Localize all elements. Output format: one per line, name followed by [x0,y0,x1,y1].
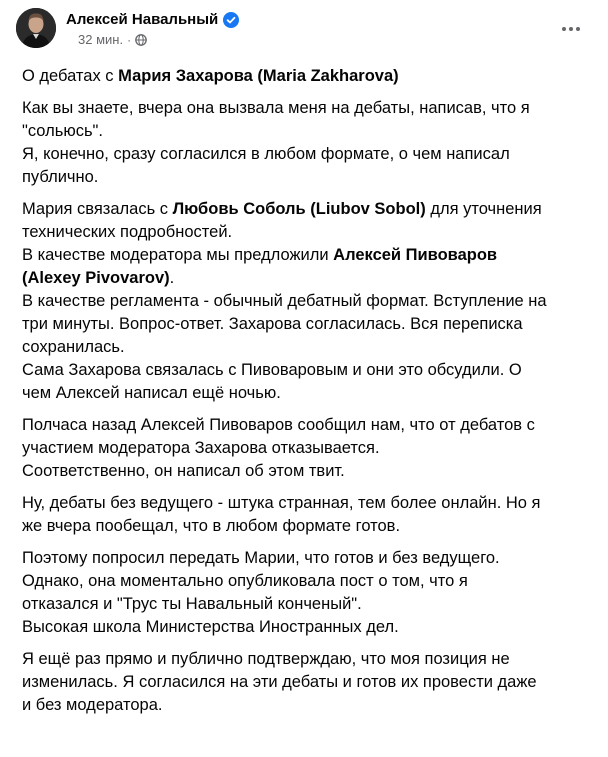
text-line [22,198,592,221]
text-segment: для уточнения [425,200,542,218]
post-paragraph [22,65,592,88]
text-line [22,166,592,189]
post-header [16,8,600,54]
profile-mention-link[interactable]: (Alexey Pivovarov) [22,269,170,287]
text-segment: же вчера пообещал, что в любом формате готов. [22,517,401,535]
post-paragraph [22,648,592,717]
text-line [22,570,592,593]
text-segment: . [169,269,175,287]
text-line [22,65,592,88]
meta-separator: · [127,32,132,47]
globe-icon[interactable] [135,34,147,46]
text-segment: три минуты. Вопрос-ответ. Захарова согласилась. Вся переписка [22,315,523,333]
text-segment: В качестве регламента - обычный дебатный формат. Вступление на [22,292,547,310]
author-line [66,11,239,28]
text-line [22,336,592,359]
text-line [22,120,592,143]
text-line [22,492,592,515]
avatar[interactable] [16,8,56,48]
text-segment: Соответственно, он написал об этом твит. [22,462,345,480]
post-paragraph [22,97,592,189]
text-segment: участием модератора Захарова отказывается. [22,439,380,457]
text-line [22,671,592,694]
text-line [22,593,592,616]
text-line [22,244,592,267]
profile-mention-link[interactable]: Алексей Пивоваров [333,246,498,264]
text-segment: Мария связалась с [22,200,173,218]
text-line [22,221,592,244]
post-paragraph [22,492,592,538]
author-name[interactable]: Алексей Навальный [66,11,219,28]
more-horizontal-icon [562,27,566,31]
text-segment: изменилась. Я согласился на эти дебаты и готов их провести даже [22,673,537,691]
text-segment: Как вы знаете, вчера она вызвала меня на дебаты, написав, что я [22,99,530,117]
more-options-button[interactable] [556,14,586,44]
verified-badge-icon [223,12,239,28]
text-line [22,313,592,336]
text-segment: Высокая школа Министерства Иностранных дел. [22,618,399,636]
text-segment: Ну, дебаты без ведущего - штука странная, тем более онлайн. Но я [22,494,541,512]
text-segment: Я ещё раз прямо и публично подтверждаю, что моя позиция не [22,650,510,668]
text-segment: Полчаса назад Алексей Пивоваров сообщил нам, что от дебатов с [22,416,535,434]
text-segment: публично. [22,168,99,186]
text-segment: Я, конечно, сразу согласился в любом формате, о чем написал [22,145,510,163]
text-line [22,290,592,313]
post-paragraph [22,198,592,405]
text-line [22,515,592,538]
text-line [22,267,592,290]
text-line [22,616,592,639]
post-timestamp[interactable]: 32 мин. [78,32,124,47]
text-segment: технических подробностей. [22,223,233,241]
profile-mention-link[interactable]: Любовь Соболь (Liubov Sobol) [172,200,426,218]
text-line [22,694,592,717]
text-segment: Поэтому попросил передать Марии, что готов и без ведущего. [22,549,500,567]
text-segment: Сама Захарова связалась с Пивоваровым и они это обсудили. О [22,361,522,379]
text-segment: В качестве модератора мы предложили [22,246,334,264]
text-segment: сохранилась. [22,338,125,356]
text-line [22,414,592,437]
text-segment: Однако, она моментально опубликовала пост о том, что я [22,572,468,590]
text-segment: отказался и "Трус ты Навальный конченый". [22,595,362,613]
post-paragraph [22,547,592,639]
post-text [22,65,592,726]
text-line [22,460,592,483]
avatar-image [16,8,56,48]
text-line [22,382,592,405]
text-line [22,97,592,120]
text-line [22,359,592,382]
profile-mention-link[interactable]: Мария Захарова (Maria Zakharova) [118,67,399,85]
text-segment: и без модератора. [22,696,163,714]
text-line [22,547,592,570]
post-paragraph [22,414,592,483]
text-segment: "сольюсь". [22,122,103,140]
text-line [22,437,592,460]
text-line [22,143,592,166]
text-segment: О дебатах с [22,67,119,85]
text-segment: чем Алексей написал ещё ночью. [22,384,281,402]
post-meta [78,32,147,47]
text-line [22,648,592,671]
